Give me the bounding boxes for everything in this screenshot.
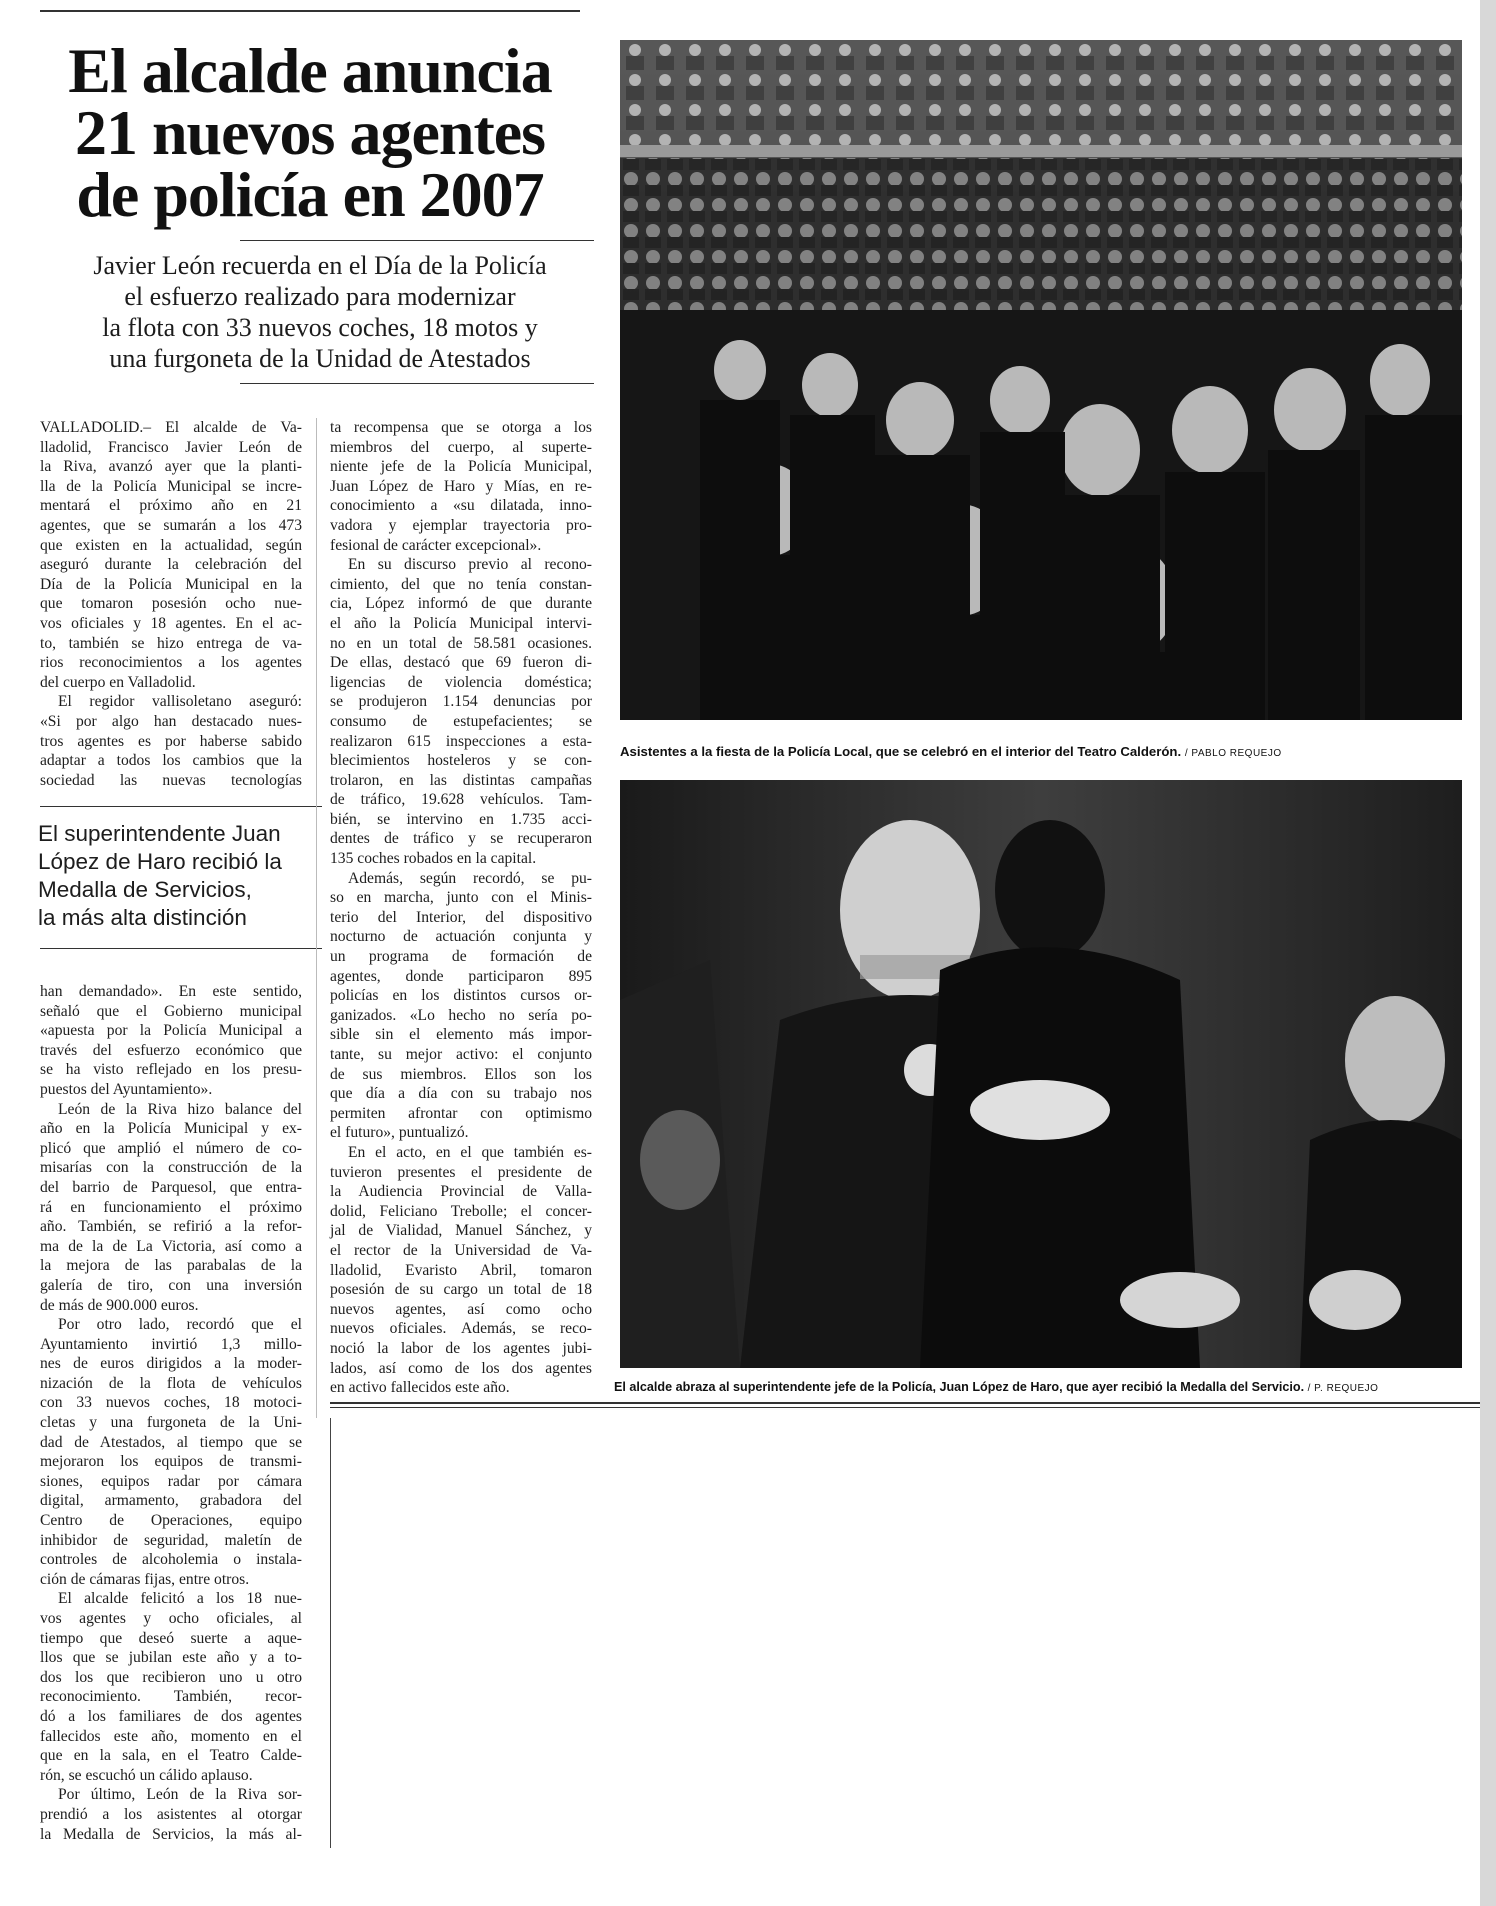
- body-line: nocturno de actuación conjunta y: [330, 928, 592, 946]
- body-line: León de la Riva hizo balance del: [58, 1100, 302, 1118]
- body-line: El alcalde felicitó a los 18 nue-: [58, 1590, 302, 1608]
- body-line: agentes, donde participaron 895: [330, 967, 592, 985]
- scan-edge: [1480, 0, 1496, 1906]
- body-line: no en un total de 58.581 ocasiones.: [330, 634, 592, 652]
- body-line: señaló que el Gobierno municipal: [40, 1002, 302, 1020]
- embrace-photo: [620, 780, 1462, 1368]
- subhead-line: el esfuerzo realizado para modernizar: [124, 282, 516, 311]
- body-line: puestos del Ayuntamiento».: [40, 1080, 213, 1098]
- body-line: del cuerpo en Valladolid.: [40, 673, 196, 691]
- body-line: vos agentes y ocho oficiales, al: [40, 1610, 302, 1627]
- body-line: fallecidos este año, momento en el: [40, 1727, 302, 1745]
- body-line: Juan López de Haro y Mías, en re-: [330, 477, 592, 495]
- body-line: so en marcha, junto con el Minis-: [330, 889, 592, 907]
- body-line: bién, se intervino en 1.735 acci-: [330, 810, 592, 828]
- caption-text: Asistentes a la fiesta de la Policía Local, que se celebró en el interior del Teatro Calderón.: [620, 744, 1182, 759]
- pull-quote-bottom-rule: [40, 948, 322, 949]
- body-line: cimiento, del que no tenía constan-: [330, 575, 592, 593]
- photo-caption: [620, 744, 1282, 759]
- body-line: agentes, que se sumarán a los 473: [40, 516, 302, 534]
- body-line: fesional de carácter excepcional».: [330, 536, 542, 554]
- headline-line: 21 nuevos agentes: [74, 97, 546, 168]
- pull-quote-line: El superintendente Juan: [38, 821, 281, 846]
- body-line: trolaron, en las distintas campañas: [330, 771, 592, 789]
- body-line: posesión de su cargo un total de 18: [330, 1281, 592, 1299]
- margin-rule: [330, 1418, 331, 1848]
- body-line: sociedad las nuevas tecnologías: [40, 771, 302, 789]
- body-line: dos los que recibieron uno u otro: [40, 1668, 302, 1686]
- body-line: Por otro lado, recordó que el: [58, 1316, 302, 1334]
- body-line: terio del Interior, del dispositivo: [330, 908, 592, 926]
- body-line: dolid, Feliciano Trebolle; el concer-: [330, 1202, 592, 1220]
- body-line: prendió a los asistentes al otorgar: [40, 1805, 302, 1823]
- body-line: se produjeron 1.154 denuncias por: [330, 693, 592, 711]
- body-line: cia, López informó de que durante: [330, 595, 592, 613]
- subhead-line: una furgoneta de la Unidad de Atestados: [109, 344, 531, 373]
- body-line: ganizados. «Lo hecho no sería po-: [330, 1006, 592, 1024]
- body-line: año en la Policía Municipal y ex-: [40, 1120, 302, 1138]
- body-line: noció la labor de los agentes jubi-: [330, 1339, 592, 1357]
- subhead-line: la flota con 33 nuevos coches, 18 motos y: [102, 313, 538, 342]
- body-line: ligencias de violencia doméstica;: [330, 673, 592, 691]
- body-line: mentará el próximo año en 21: [40, 497, 302, 515]
- body-line: lladolid, Francisco Javier León de: [40, 438, 302, 456]
- body-line: Por último, León de la Riva sor-: [58, 1786, 302, 1804]
- body-line: Ayuntamiento invirtió 1,3 millo-: [40, 1335, 302, 1353]
- body-line: policías en los distintos cursos or-: [330, 987, 592, 1005]
- body-line: conocimiento a «su dilatada, inno-: [330, 497, 592, 515]
- body-line: ción de cámaras fijas, entre otros.: [40, 1570, 250, 1588]
- body-line: tros agentes es por haberse sabido: [40, 732, 302, 750]
- body-line: to, también se hizo entrega de va-: [40, 634, 302, 652]
- body-line: consumo de estupefacientes; se: [330, 712, 592, 730]
- body-line: en activo fallecidos este año.: [330, 1379, 510, 1397]
- body-line: nes de euros dirigidos a la moder-: [40, 1355, 302, 1373]
- body-line: controles de alcoholemia o instala-: [40, 1551, 302, 1569]
- body-line: El regidor vallisoletano aseguró:: [58, 693, 302, 711]
- article-column-1-top: [40, 418, 302, 790]
- body-line: que tomaron posesión ocho nue-: [40, 595, 302, 613]
- body-line: blecimientos hosteleros y se con-: [330, 752, 592, 770]
- body-line: vadora y ejemplar trayectoria pro-: [330, 516, 592, 534]
- body-line: aseguró durante la celebración del: [40, 556, 302, 574]
- subhead-rule: [240, 383, 594, 384]
- body-line: nuevos agentes, así como ocho: [330, 1300, 592, 1318]
- body-line: En su discurso previo al recono-: [348, 556, 592, 574]
- body-line: con 33 nuevos coches, 18 motoci-: [40, 1394, 302, 1412]
- body-line: De ellas, destacó que 69 fueron di-: [330, 654, 592, 672]
- article-column-2: [330, 418, 592, 1398]
- body-line: ma de la de La Victoria, así como a: [40, 1237, 302, 1255]
- body-line: que en la sala, en el Teatro Calde-: [40, 1747, 302, 1765]
- subhead: [60, 250, 580, 374]
- photo-caption: [614, 1380, 1378, 1394]
- body-line: llos que se jubilan este año y a to-: [40, 1649, 302, 1667]
- body-line: dó a los familiares de dos agentes: [40, 1707, 302, 1725]
- body-line: Día de la Policía Municipal en la: [40, 575, 302, 593]
- body-line: tuvieron presentes el presidente de: [330, 1163, 592, 1181]
- body-line: rios reconocimientos a los agentes: [40, 654, 302, 672]
- photo-credit: / PABLO REQUEJO: [1184, 748, 1282, 759]
- body-line: la mejora de las parabalas de la: [40, 1257, 302, 1275]
- body-line: el rector de la Universidad de Va-: [330, 1241, 592, 1259]
- pull-quote: [38, 820, 298, 932]
- body-line: Centro de Operaciones, equipo: [40, 1512, 302, 1530]
- pull-quote-line: la más alta distinción: [38, 905, 247, 930]
- headline-line: El alcalde anuncia: [68, 35, 552, 106]
- body-line: la Audiencia Provincial de Valla-: [330, 1183, 592, 1201]
- body-line: lladolid, Evaristo Abril, tomaron: [330, 1261, 592, 1279]
- column-separator: [316, 418, 317, 1418]
- body-line: el año la Policía Municipal intervi-: [330, 614, 592, 632]
- body-line: adaptar a todos los cambios que la: [40, 752, 302, 770]
- body-line: dentes de tráfico y se recuperaron: [330, 830, 592, 848]
- pull-quote-top-rule: [40, 806, 322, 807]
- body-line: misarías con la construcción de la: [40, 1159, 302, 1177]
- body-line: galería de tiro, con una inversión: [40, 1276, 302, 1294]
- pull-quote-line: López de Haro recibió la: [38, 849, 282, 874]
- body-line: realizaron 615 inspecciones a esta-: [330, 732, 592, 750]
- body-line: han demandado». En este sentido,: [40, 983, 302, 1000]
- body-line: del barrio de Parquesol, que entra-: [40, 1178, 302, 1196]
- body-line: inhibidor de seguridad, maletín de: [40, 1531, 302, 1549]
- body-line: que existen en la actualidad, según: [40, 536, 302, 554]
- body-line: nuevos oficiales. Además, se reco-: [330, 1320, 592, 1338]
- body-line: tante, su mejor activo: el conjunto: [330, 1046, 592, 1063]
- body-line: través del esfuerzo económico que: [40, 1041, 302, 1059]
- body-line: un programa de formación de: [330, 948, 592, 966]
- body-line: de sus miembros. Ellos son los: [330, 1065, 592, 1083]
- subhead-line: Javier León recuerda en el Día de la Policía: [93, 251, 547, 280]
- body-line: VALLADOLID.– El alcalde de Va-: [40, 419, 302, 436]
- top-rule: [40, 10, 580, 12]
- body-line: cletas y una furgoneta de la Uni-: [40, 1414, 302, 1432]
- body-line: sible sin el elemento más impor-: [330, 1026, 592, 1044]
- body-line: ta recompensa que se otorga a los: [330, 419, 592, 436]
- body-line: lla de la Policía Municipal se incre-: [40, 477, 302, 495]
- body-line: mejoraron los equipos de transmi-: [40, 1453, 302, 1471]
- body-line: la Riva, avanzó ayer que la planti-: [40, 458, 302, 476]
- body-line: nización de la flota de vehículos: [40, 1374, 302, 1392]
- body-line: niente jefe de la Policía Municipal,: [330, 458, 592, 476]
- body-line: dad de Atestados, al tiempo que se: [40, 1433, 302, 1451]
- photo-credit: / P. REQUEJO: [1307, 1383, 1379, 1394]
- body-line: rón, se escuchó un cálido aplauso.: [40, 1766, 253, 1784]
- audience-photo: [620, 40, 1462, 720]
- body-line: Además, según recordó, se pu-: [348, 869, 592, 887]
- bottom-rule: [330, 1407, 1480, 1408]
- body-line: «Si por algo han destacado nues-: [40, 712, 302, 730]
- body-line: de más de 900.000 euros.: [40, 1296, 199, 1314]
- body-line: En el acto, en el que también es-: [348, 1143, 592, 1161]
- body-line: rá en funcionamiento el próximo: [40, 1198, 302, 1216]
- body-line: 135 coches robados en la capital.: [330, 850, 537, 868]
- headline: [40, 35, 580, 230]
- body-line: «apuesta por la Policía Municipal a: [40, 1022, 302, 1040]
- body-line: la Medalla de Servicios, la más al-: [40, 1825, 302, 1843]
- body-line: lados, así como de los dos agentes: [330, 1359, 592, 1377]
- body-line: plicó que amplió el número de co-: [40, 1139, 302, 1157]
- bottom-rule: [330, 1402, 1480, 1404]
- body-line: año. También, se refirió a la refor-: [40, 1218, 302, 1236]
- body-line: tiempo que deseó suerte a aque-: [40, 1629, 302, 1647]
- body-line: de tráfico, 19.628 vehículos. Tam-: [330, 791, 592, 809]
- body-line: el futuro», puntualizó.: [330, 1124, 469, 1142]
- body-line: miembros del cuerpo, al superte-: [330, 438, 592, 456]
- caption-text: El alcalde abraza al superintendente jefe de la Policía, Juan López de Haro, que ayer recibió la Medalla del Servicio.: [614, 1380, 1305, 1394]
- article-column-1-bottom: [40, 982, 302, 1844]
- body-line: que día a día con su trabajo nos: [330, 1085, 592, 1103]
- body-line: vos oficiales y 18 agentes. En el ac-: [40, 614, 302, 632]
- headline-rule: [240, 240, 594, 241]
- body-line: reconocimiento. También, recor-: [40, 1688, 302, 1706]
- body-line: se ha visto reflejado en los presu-: [40, 1061, 302, 1079]
- pull-quote-line: Medalla de Servicios,: [38, 877, 252, 902]
- headline-line: de policía en 2007: [76, 159, 544, 230]
- body-line: siones, equipos radar por cámara: [40, 1472, 302, 1490]
- body-line: permiten afrontar con optimismo: [330, 1104, 592, 1122]
- body-line: digital, armamento, grabadora del: [40, 1492, 302, 1510]
- body-line: jal de Vialidad, Manuel Sánchez, y: [330, 1222, 592, 1240]
